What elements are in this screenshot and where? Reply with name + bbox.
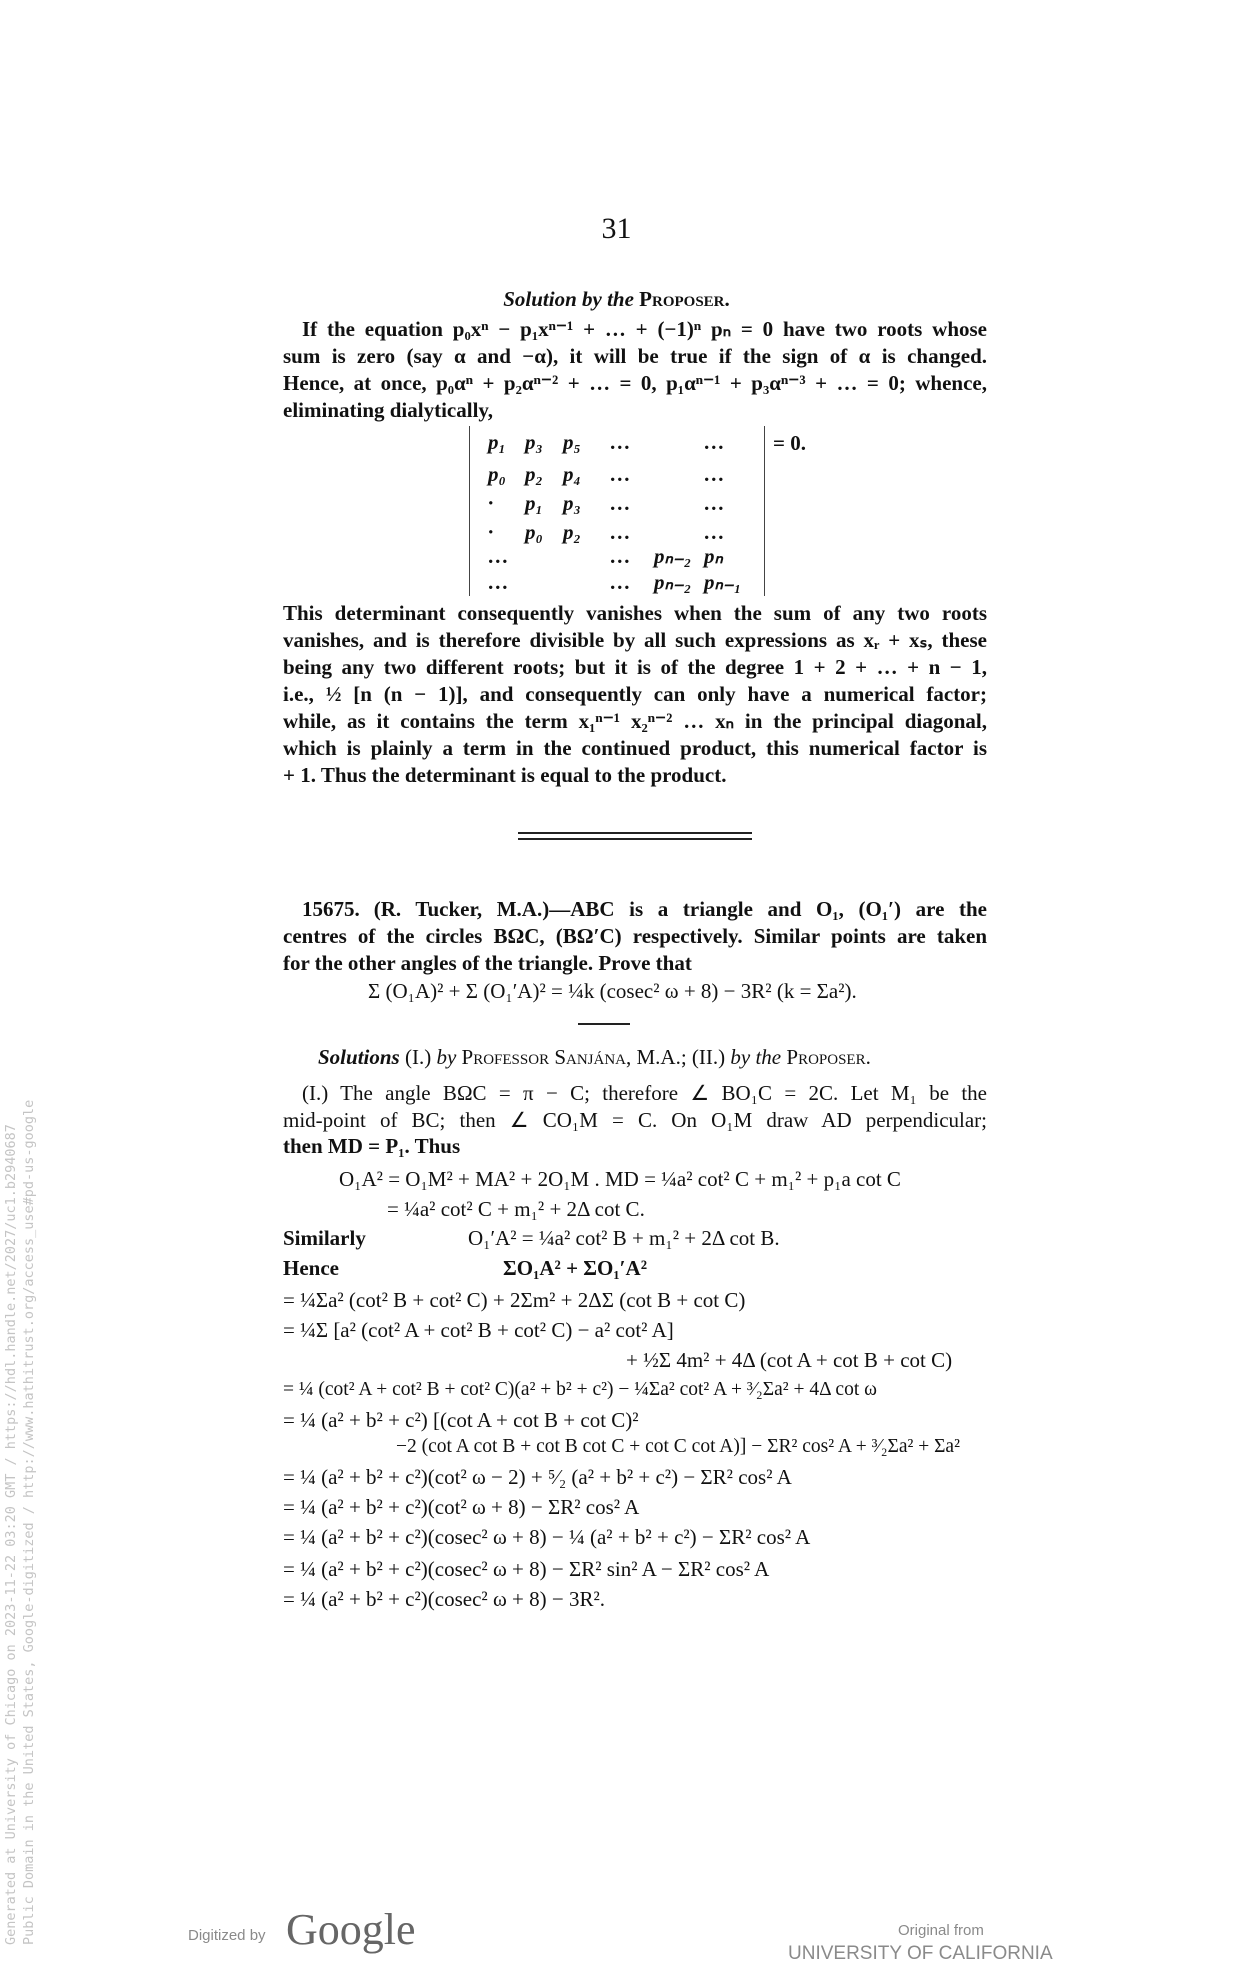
equation-line: O₁A² = O₁M² + MA² + 2O₁M . MD = ¼a² cot² C + m₁² + p₁a cot C	[339, 1167, 901, 1191]
determinant-cell: p₅	[563, 430, 581, 454]
determinant-cell: …	[488, 570, 509, 594]
heading-italic: Solution by the	[503, 287, 634, 311]
equation-line: O₁′A² = ¼a² cot² B + m₁² + 2Δ cot B.	[468, 1226, 780, 1250]
label-hence: Hence	[283, 1256, 339, 1280]
equation-line: −2 (cot A cot B + cot B cot C + cot C cot A)] − ΣR² cos² A + ³⁄₂Σa² + Σa²	[396, 1436, 960, 1457]
equation-line: + ½Σ 4m² + 4Δ (cot A + cot B + cot C)	[626, 1348, 953, 1372]
equation-line: = ¼ (a² + b² + c²)(cot² ω + 8) − ΣR² cos² A	[283, 1495, 640, 1519]
equation-line: = ¼Σ [a² (cot² A + cot² B + cot² C) − a² cot² A]	[283, 1318, 674, 1342]
equation-line: = ¼ (cot² A + cot² B + cot² C)(a² + b² + c²) − ¼Σa² cot² A + ³⁄₂Σa² + 4Δ cot ω	[283, 1379, 877, 1400]
text-line: + 1. Thus the determinant is equal to the product.	[283, 763, 727, 787]
determinant-cell: p₀	[488, 462, 506, 486]
determinant-cell: p₁	[525, 491, 543, 515]
double-rule-top	[518, 832, 752, 834]
text-line: being any two different roots; but it is of the degree 1 + 2 + … + n − 1,	[283, 655, 987, 679]
heading-part: Professor Sanjána, M.A.; (II.)	[461, 1045, 726, 1069]
determinant-cell: ·	[488, 491, 494, 515]
double-rule-bottom	[518, 838, 752, 840]
determinant-cell: …	[704, 462, 725, 486]
problem-first-line	[302, 896, 987, 922]
problem-formula: Σ (O₁A)² + Σ (O₁′A)² = ¼k (cosec² ω + 8) − 3R² (k = Σa²).	[368, 979, 857, 1003]
equation-line: = ¼Σa² (cot² B + cot² C) + 2Σm² + 2ΔΣ (cot B + cot C)	[283, 1288, 746, 1312]
equation-line: ΣO₁A² + ΣO₁′A²	[503, 1256, 648, 1280]
text-line: i.e., ½ [n (n − 1)], and consequently can only have a numerical factor;	[283, 682, 987, 706]
determinant-cell: …	[610, 491, 631, 515]
heading-name: Proposer.	[639, 287, 730, 311]
text-line: Hence, at once, p₀αⁿ + p₂αⁿ⁻² + … = 0, p₁αⁿ⁻¹ + p₃αⁿ⁻³ + … = 0; whence,	[283, 371, 987, 395]
text-line: which is plainly a term in the continued product, this numerical factor is	[283, 736, 987, 760]
equation-line: = ¼ (a² + b² + c²)(cosec² ω + 8) − ΣR² sin² A − ΣR² cos² A	[283, 1557, 770, 1581]
determinant-cell: …	[704, 491, 725, 515]
determinant-cell: pₙ₋₂	[654, 570, 692, 594]
problem-number: 15675.	[302, 897, 360, 921]
determinant-equals: = 0.	[773, 431, 806, 455]
determinant-cell: p₁	[488, 430, 506, 454]
label-similarly: Similarly	[283, 1226, 366, 1250]
equation-line: = ¼ (a² + b² + c²) [(cot A + cot B + cot C)²	[283, 1408, 639, 1432]
heading-part: (I.)	[404, 1045, 432, 1069]
determinant-cell: …	[610, 544, 631, 568]
heading-part: Solutions	[318, 1045, 400, 1069]
text-line: centres of the circles BΩC, (BΩ′C) respectively. Similar points are taken	[283, 924, 987, 948]
determinant-cell: ·	[488, 520, 494, 544]
digitized-by-label: Digitized by	[188, 1927, 266, 1944]
equation-line: = ¼ (a² + b² + c²)(cosec² ω + 8) − ¼ (a² + b² + c²) − ΣR² cos² A	[283, 1525, 811, 1549]
original-from-label: Original from	[898, 1922, 984, 1939]
determinant-cell: p₃	[563, 491, 581, 515]
text-line: (R. Tucker, M.A.)—ABC is a triangle and O₁, (O₁′) are the	[373, 897, 987, 921]
solution-heading	[0, 286, 1233, 312]
determinant-cell: …	[704, 520, 725, 544]
text-line: then MD = P₁. Thus	[283, 1134, 461, 1158]
solutions-heading	[318, 1044, 871, 1070]
determinant-cell: pₙ₋₁	[704, 570, 742, 594]
determinant-cell: pₙ₋₂	[654, 544, 692, 568]
watermark-line-2: Public Domain in the United States, Google-digitized / http://www.hathitrust.org/access_use#pd-us-google	[21, 1099, 37, 1945]
equation-line: = ¼ (a² + b² + c²)(cot² ω − 2) + ⁵⁄₂ (a² + b² + c²) − ΣR² cos² A	[283, 1465, 792, 1489]
text-line: vanishes, and is therefore divisible by all such expressions as xᵣ + xₛ, these	[283, 628, 987, 652]
text-line: If the equation p₀xⁿ − p₁xⁿ⁻¹ + … + (−1)ⁿ pₙ = 0 have two roots whose	[302, 317, 987, 341]
determinant-cell: p₄	[563, 462, 581, 486]
short-rule	[578, 1023, 630, 1025]
page-number: 31	[601, 212, 632, 245]
determinant-cell: …	[610, 570, 631, 594]
determinant-cell: …	[704, 430, 725, 454]
heading-part: by the	[730, 1045, 782, 1069]
heading-part: Proposer.	[786, 1045, 871, 1069]
text-line: (I.) The angle BΩC = π − C; therefore ∠ BO₁C = 2C. Let M₁ be the	[302, 1081, 987, 1105]
equation-line: = ¼ (a² + b² + c²)(cosec² ω + 8) − 3R².	[283, 1587, 606, 1611]
equation-line: = ¼a² cot² C + m₁² + 2Δ cot C.	[387, 1197, 645, 1221]
determinant-cell: p₂	[525, 462, 543, 486]
determinant-cell: p₂	[563, 520, 581, 544]
determinant-cell: pₙ	[704, 544, 723, 568]
determinant-cell: …	[610, 430, 631, 454]
google-logo: Google	[286, 1905, 416, 1954]
text-line: sum is zero (say α and −α), it will be true if the sign of α is changed.	[283, 344, 987, 368]
determinant-cell: p₃	[525, 430, 543, 454]
text-line: for the other angles of the triangle. Prove that	[283, 951, 692, 975]
text-line: This determinant consequently vanishes when the sum of any two roots	[283, 601, 987, 625]
text-line: eliminating dialytically,	[283, 398, 494, 422]
determinant-cell: p₀	[525, 520, 543, 544]
institution-label: UNIVERSITY OF CALIFORNIA	[788, 1943, 1053, 1964]
determinant-cell: …	[610, 520, 631, 544]
text-line: while, as it contains the term x₁ⁿ⁻¹ x₂ⁿ⁻² … xₙ in the principal diagonal,	[283, 709, 987, 733]
determinant-cell: …	[488, 544, 509, 568]
text-line: mid-point of BC; then ∠ CO₁M = C. On O₁M draw AD perpendicular;	[283, 1108, 987, 1132]
determinant-cell: …	[610, 462, 631, 486]
heading-part: by	[436, 1045, 457, 1069]
watermark-line-1: Generated at University of Chicago on 2023-11-22 03:20 GMT / https://hdl.handle.net/2027/uc1.b2940687	[3, 1124, 19, 1945]
